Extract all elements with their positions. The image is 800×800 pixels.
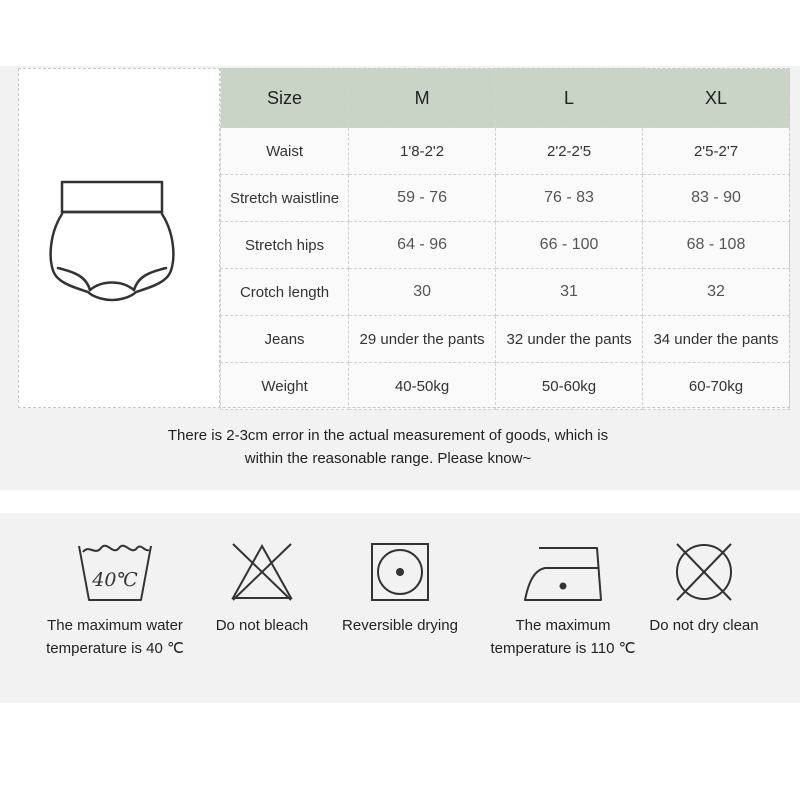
table-cell: 32 under the pants <box>496 316 643 363</box>
iron-110-icon <box>521 540 605 604</box>
care-caption-line: temperature is 110 ℃ <box>490 640 636 657</box>
no-bleach-icon <box>227 540 297 604</box>
no-dry-clean-icon <box>669 540 739 604</box>
table-cell: 2'2-2'5 <box>496 128 643 175</box>
table-cell: 68 - 108 <box>643 222 790 269</box>
chart-frame <box>18 68 790 408</box>
care-caption-line: Do not dry clean <box>649 617 759 634</box>
header-cell-xl: XL <box>643 69 790 128</box>
wash-temperature-label: 40℃ <box>92 569 138 591</box>
wash-40-icon <box>75 540 155 604</box>
care-item-dry-clean <box>624 540 784 637</box>
row-label: Jeans <box>221 316 349 363</box>
table-cell: 59 - 76 <box>349 175 496 222</box>
care-caption <box>624 614 784 637</box>
row-label: Waist <box>221 128 349 175</box>
header-cell-m: M <box>349 69 496 128</box>
care-item-drying <box>320 540 480 637</box>
table-cell: 76 - 83 <box>496 175 643 222</box>
care-caption <box>35 614 195 660</box>
measurement-note <box>0 424 776 470</box>
row-label: Crotch length <box>221 269 349 316</box>
table-cell: 31 <box>496 269 643 316</box>
care-caption-line: The maximum water <box>47 617 183 634</box>
table-cell: 1'8-2'2 <box>349 128 496 175</box>
care-item-wash <box>35 540 195 660</box>
tumble-dry-icon <box>368 540 432 604</box>
table-cell: 64 - 96 <box>349 222 496 269</box>
table-cell: 83 - 90 <box>643 175 790 222</box>
care-caption-line: Do not bleach <box>215 617 309 634</box>
care-item-iron <box>483 540 643 660</box>
table-cell: 2'5-2'7 <box>643 128 790 175</box>
table-cell: 34 under the pants <box>643 316 790 363</box>
row-label: Weight <box>221 363 349 410</box>
row-label: Stretch hips <box>221 222 349 269</box>
care-caption <box>483 614 643 660</box>
table-cell: 66 - 100 <box>496 222 643 269</box>
header-cell-l: L <box>496 69 643 128</box>
table-cell: 40-50kg <box>349 363 496 410</box>
note-line-1: There is 2-3cm error in the actual measurement of goods, which is <box>167 427 609 444</box>
care-caption-line: Reversible drying <box>342 617 458 634</box>
care-caption <box>182 614 342 637</box>
table-cell: 29 under the pants <box>349 316 496 363</box>
table-cell: 50-60kg <box>496 363 643 410</box>
care-item-bleach <box>182 540 342 637</box>
table-cell: 30 <box>349 269 496 316</box>
row-label: Stretch waistline <box>221 175 349 222</box>
table-cell: 32 <box>643 269 790 316</box>
care-caption <box>320 614 480 637</box>
note-line-2: within the reasonable range. Please know~ <box>244 450 532 467</box>
care-caption-line: temperature is 40 ℃ <box>46 640 184 657</box>
care-caption-line: The maximum <box>515 617 611 634</box>
table-cell: 60-70kg <box>643 363 790 410</box>
header-cell-size: Size <box>221 69 349 128</box>
